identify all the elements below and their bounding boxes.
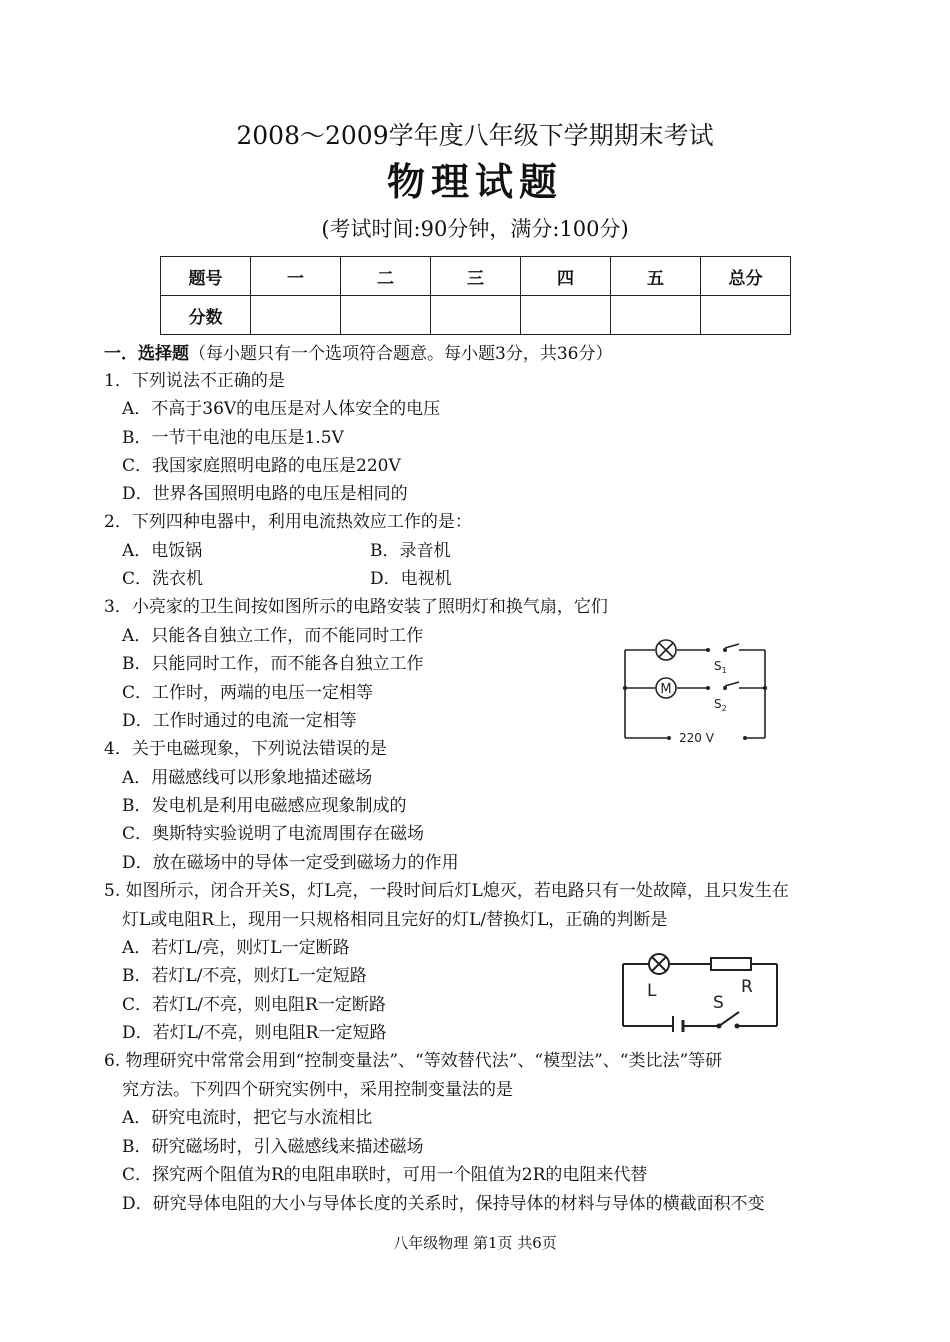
score-table-score-row — [161, 296, 791, 335]
question-2-option-b: B．录音机 — [370, 541, 451, 561]
score-cell — [611, 296, 701, 335]
question-3-option-a: A．只能各自独立工作，而不能同时工作 — [122, 626, 424, 646]
exam-info: (考试时间:90分钟，满分:100分) — [321, 217, 629, 241]
exam-title: 2008～2009学年度八年级下学期期末考试 — [236, 121, 714, 150]
question-2-option-a: A．电饭锅 — [122, 541, 203, 561]
switch-label-s1: $S_1$ — [714, 659, 727, 675]
section-heading — [104, 344, 612, 364]
terminal-icon — [743, 736, 747, 740]
resistor-label: R — [741, 977, 753, 997]
score-header-cell: 题号 — [161, 257, 251, 296]
junction-icon — [763, 686, 767, 690]
question-1-option-c: C．我国家庭照明电路的电压是220V — [122, 456, 401, 476]
question-6-option-a: A．研究电流时，把它与水流相比 — [122, 1108, 373, 1128]
question-5-stem: 5. 如图所示，闭合开关S，灯L亮，一段时间后灯L熄灭，若电路只有一处故障，且只发生在 — [104, 881, 789, 901]
resistor-icon — [711, 958, 751, 970]
junction-icon — [623, 686, 627, 690]
question-2-option-d: D．电视机 — [370, 569, 452, 589]
score-header-cell: 二 — [341, 257, 431, 296]
question-5-option-d: D．若灯L/不亮，则电阻R一定短路 — [122, 1023, 387, 1043]
score-cell — [341, 296, 431, 335]
score-cell — [251, 296, 341, 335]
score-cell — [701, 296, 791, 335]
switch-contact-icon — [723, 686, 727, 690]
question-4-option-d: D．放在磁场中的导体一定受到磁场力的作用 — [122, 853, 459, 873]
section-note: （每小题只有一个选项符合题意。每小题3分，共36分） — [189, 344, 613, 364]
circuit-diagram-q5 — [615, 950, 785, 1032]
terminal-icon — [667, 736, 671, 740]
question-5-option-b: B．若灯L/不亮，则灯L一定短路 — [122, 966, 367, 986]
question-6-option-d: D．研究导体电阻的大小与导体长度的关系时，保持导体的材料与导体的横截面积不变 — [122, 1194, 765, 1214]
score-header-cell: 总分 — [701, 257, 791, 296]
lamp-icon — [656, 640, 676, 660]
question-5-option-c: C．若灯L/不亮，则电阻R一定断路 — [122, 995, 386, 1015]
question-3-option-c: C．工作时，两端的电压一定相等 — [122, 683, 374, 703]
switch-contact-icon — [706, 686, 710, 690]
question-1-option-b: B．一节干电池的电压是1.5V — [122, 428, 344, 448]
question-6-stem: 6. 物理研究中常常会用到“控制变量法”、“等效替代法”、“模型法”、“类比法”等研 — [104, 1051, 723, 1071]
circuit-diagram-q3 — [615, 630, 775, 748]
page-footer: 八年级物理 第1页 共6页 — [393, 1234, 557, 1252]
motor-icon — [656, 678, 676, 698]
score-table — [160, 256, 791, 335]
lamp-label: L — [647, 981, 657, 1001]
voltage-label: 220 V — [679, 731, 714, 745]
score-header-cell: 三 — [431, 257, 521, 296]
question-1-option-d: D．世界各国照明电路的电压是相同的 — [122, 484, 408, 504]
question-4-option-b: B．发电机是利用电磁感应现象制成的 — [122, 796, 407, 816]
question-4-option-a: A．用磁感线可以形象地描述磁场 — [122, 768, 373, 788]
switch-icon — [717, 1012, 740, 1029]
switch-contact-icon — [706, 648, 710, 652]
score-table-header-row — [161, 257, 791, 296]
score-row-label: 分数 — [161, 296, 251, 335]
score-header-cell: 四 — [521, 257, 611, 296]
switch-label: S — [713, 993, 724, 1013]
question-6-option-b: B．研究磁场时，引入磁感线来描述磁场 — [122, 1137, 424, 1157]
svg-text:M: M — [660, 682, 672, 697]
score-cell — [431, 296, 521, 335]
switch-label-s2: $S_2$ — [714, 697, 727, 713]
switch-contact-icon — [723, 648, 727, 652]
question-3-option-d: D．工作时通过的电流一定相等 — [122, 711, 357, 731]
question-2-stem: 2．下列四种电器中，利用电流热效应工作的是： — [104, 512, 472, 532]
lamp-icon — [649, 954, 669, 974]
question-6-option-c: C．探究两个阻值为R的电阻串联时，可用一个阻值为2R的电阻来代替 — [122, 1165, 648, 1185]
question-3-option-b: B．只能同时工作，而不能各自独立工作 — [122, 654, 424, 674]
score-header-cell: 一 — [251, 257, 341, 296]
question-3-stem: 3．小亮家的卫生间按如图所示的电路安装了照明灯和换气扇，它们 — [104, 597, 608, 617]
question-4-option-c: C．奥斯特实验说明了电流周围存在磁场 — [122, 824, 425, 844]
question-5-stem-cont: 灯L或电阻R上，现用一只规格相同且完好的灯L/替换灯L，正确的判断是 — [122, 910, 668, 930]
score-cell — [521, 296, 611, 335]
question-4-stem: 4．关于电磁现象，下列说法错误的是 — [104, 739, 387, 759]
question-1-option-a: A．不高于36V的电压是对人体安全的电压 — [122, 399, 441, 419]
subject-title: 物理试题 — [386, 159, 563, 204]
score-header-cell: 五 — [611, 257, 701, 296]
section-title: 一．选择题 — [104, 344, 189, 364]
question-2-option-c: C．洗衣机 — [122, 569, 204, 589]
battery-icon — [673, 1016, 683, 1032]
question-5-option-a: A．若灯L/亮，则灯L一定断路 — [122, 938, 350, 958]
question-1-stem: 1．下列说法不正确的是 — [104, 371, 285, 391]
question-6-stem-cont: 究方法。下列四个研究实例中，采用控制变量法的是 — [122, 1080, 513, 1100]
